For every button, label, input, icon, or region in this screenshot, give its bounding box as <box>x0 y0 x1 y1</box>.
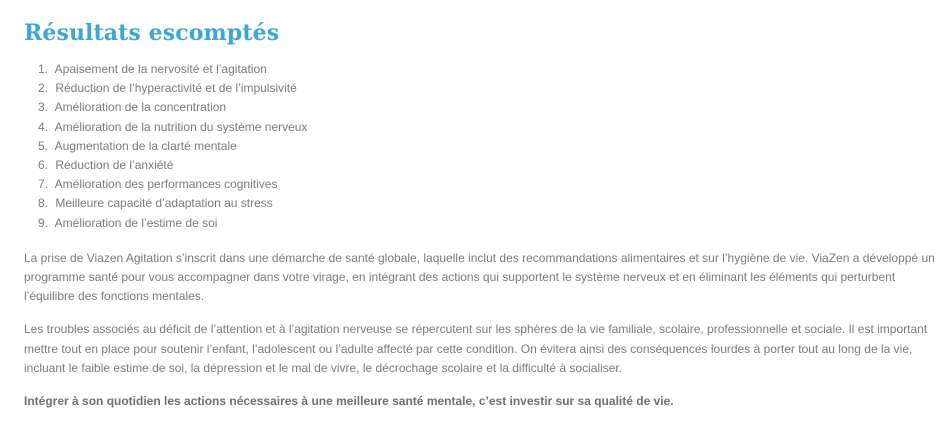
paragraph-line: mettre tout en place pour soutenir l’enfant, l’adolescent ou l’adulte affecté par cette condition. On évitera ainsi des conséquences lourdes à porter tout au long de la vie, <box>24 341 913 356</box>
paragraph-line: programme santé pour vous accompagner dans votre virage, en intégrant des actions qui supportent le système nerveux et en éliminant les éléments qui perturbent <box>24 270 896 285</box>
section-heading: Résultats escomptés <box>24 20 280 46</box>
list-item-number: 4. <box>38 119 49 134</box>
list-item <box>38 118 944 137</box>
list-item <box>38 175 944 194</box>
list-item-text: Réduction de l’anxiété <box>55 158 174 173</box>
list-item-text: Augmentation de la clarté mentale <box>54 138 237 153</box>
list-item-text: Amélioration de la nutrition du système nerveux <box>54 119 308 134</box>
list-item <box>38 194 944 213</box>
troubles-paragraph <box>24 320 944 378</box>
list-item-number: 8. <box>38 196 49 211</box>
list-item <box>38 60 944 79</box>
results-list <box>24 60 944 233</box>
list-item-number: 5. <box>38 138 49 153</box>
list-item-number: 2. <box>38 81 49 96</box>
list-item <box>38 137 944 156</box>
list-item-text: Amélioration des performances cognitives <box>54 177 278 192</box>
list-item-text: Amélioration de l’estime de soi <box>54 215 218 230</box>
intro-paragraph <box>24 249 944 307</box>
paragraph-line: incluant le faible estime de soi, la dépression et le mal de vivre, le décrochage scolaire et la difficulté à socialiser. <box>24 360 623 375</box>
list-item-number: 9. <box>38 215 49 230</box>
paragraph-line: La prise de Viazen Agitation s’inscrit dans une démarche de santé globale, laquelle inclut des recommandations alimentaires et sur l’hygiène de vie. ViaZen a développé un <box>24 250 935 265</box>
list-item-number: 3. <box>38 100 49 115</box>
list-item <box>38 214 944 233</box>
closing-statement: Intégrer à son quotidien les actions nécessaires à une meilleure santé mentale, c’est investir sur sa qualité de vie. <box>24 394 674 409</box>
list-item-text: Réduction de l’hyperactivité et de l’impulsivité <box>55 81 297 96</box>
list-item-text: Meilleure capacité d’adaptation au stress <box>55 196 273 211</box>
list-item <box>38 98 944 117</box>
paragraph-line: l’équilibre des fonctions mentales. <box>24 289 205 304</box>
list-item-text: Apaisement de la nervosité et l’agitation <box>54 62 267 76</box>
paragraph-line: Les troubles associés au déficit de l’attention et à l’agitation nerveuse se répercutent sur les sphères de la vie familiale, scolaire, professionnelle et sociale. Il est important <box>24 322 928 337</box>
list-item <box>38 156 944 175</box>
list-item <box>38 79 944 98</box>
list-item-number: 7. <box>38 177 49 192</box>
list-item-number: 1. <box>38 62 49 76</box>
list-item-number: 6. <box>38 158 49 173</box>
list-item-text: Amélioration de la concentration <box>54 100 227 115</box>
article-content <box>24 18 944 425</box>
